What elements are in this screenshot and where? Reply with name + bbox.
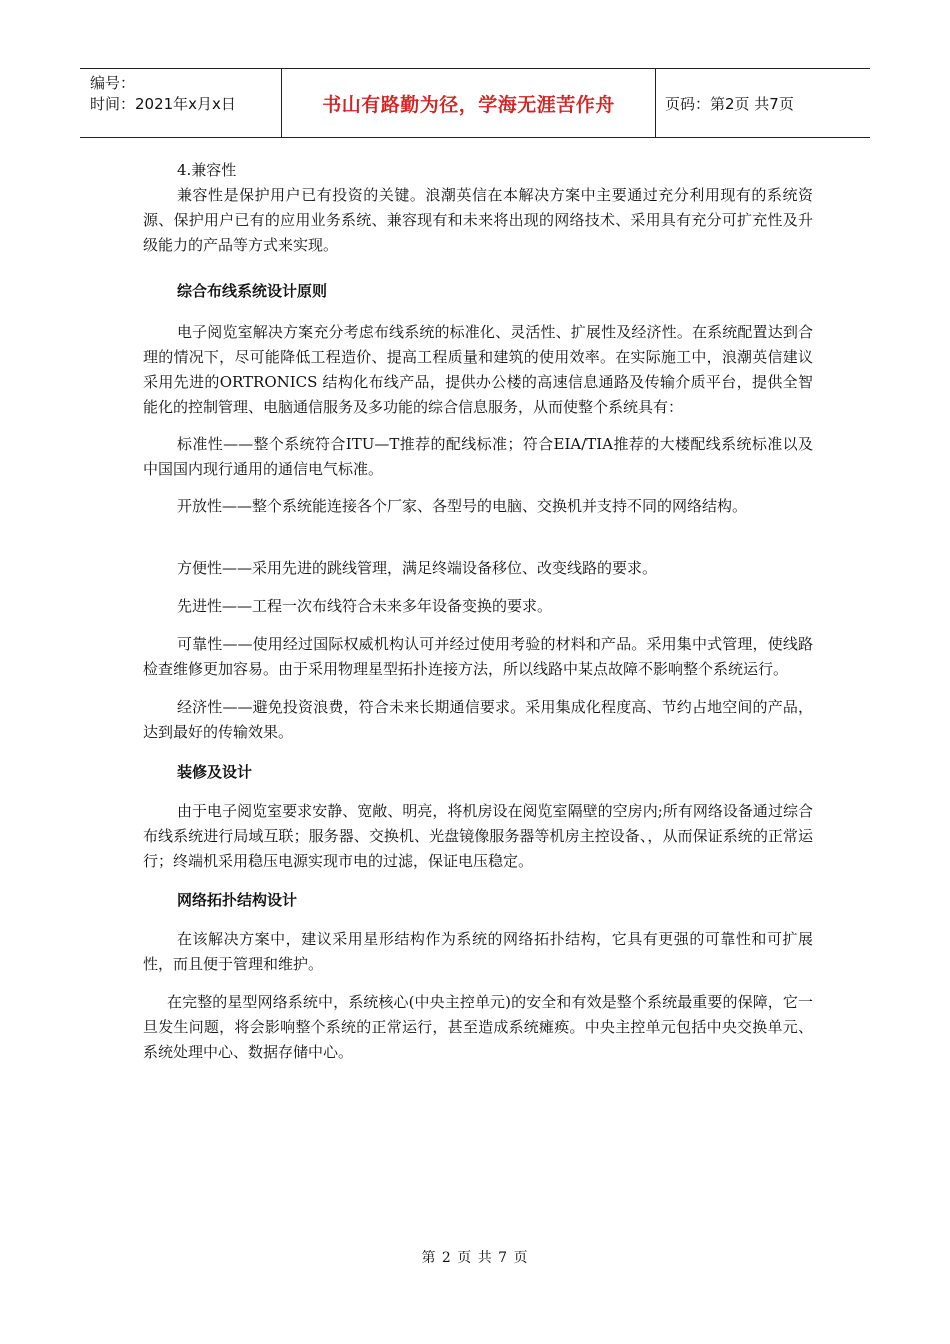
page-footer: 第 2 页 共 7 页	[421, 1250, 529, 1266]
paragraph: 由于电子阅览室要求安静、宽敞、明亮，将机房设在阅览室隔壁的空房内;所有网络设备通过综合布线系统进行局域互联；服务器、交换机、光盘镜像服务器等机房主控设备、，从而保证系统的正常运行；终端机采用稳压电源实现市电的过滤，保证电压稳定。	[143, 802, 813, 870]
paragraph: 可靠性——使用经过国际权威机构认可并经过使用考验的材料和产品。采用集中式管理，使线路检查维修更加容易。由于采用物理星型拓扑连接方法，所以线路中某点故障不影响整个系统运行。	[143, 635, 813, 678]
section-heading-cabling: 综合布线系统设计原则	[177, 282, 328, 300]
paragraph: 先进性——工程一次布线符合未来多年设备变换的要求。	[177, 597, 553, 615]
header-meta	[80, 69, 280, 137]
header-motto: 书山有路勤为径，学海无涯苦作舟	[322, 93, 615, 116]
section-title-compatibility: 4.兼容性	[177, 161, 237, 179]
header-date-label: 时间：2021年x月x日	[90, 95, 236, 113]
paragraph: 开放性——整个系统能连接各个厂家、各型号的电脑、交换机并支持不同的网络结构。	[177, 497, 748, 515]
paragraph: 标准性——整个系统符合ITU—T推荐的配线标准；符合EIA/TIA推荐的大楼配线系统标准以及中国国内现行通用的通信电气标准。	[143, 435, 813, 478]
paragraph: 兼容性是保护用户已有投资的关键。浪潮英信在本解决方案中主要通过充分利用现有的系统资源、保护用户已有的应用业务系统、兼容现有和未来将出现的网络技术、采用具有充分可扩充性及升级能力的产品等方式来实现。	[143, 186, 813, 254]
paragraph: 在该解决方案中，建议采用星形结构作为系统的网络拓扑结构，它具有更强的可靠性和可扩展性，而且便于管理和维护。	[143, 930, 813, 973]
paragraph: 在完整的星型网络系统中，系统核心(中央主控单元)的安全和有效是整个系统最重要的保障，它一旦发生问题，将会影响整个系统的正常运行，甚至造成系统瘫痪。中央主控单元包括中央交换单元、系统处理中心、数据存储中心。	[143, 993, 813, 1061]
header-divider	[655, 69, 656, 137]
paragraph: 方便性——采用先进的跳线管理，满足终端设备移位、改变线路的要求。	[177, 559, 658, 577]
header-number-label: 编号：	[90, 74, 136, 92]
paragraph: 经济性——避免投资浪费，符合未来长期通信要求。采用集成化程度高、节约占地空间的产品，达到最好的传输效果。	[143, 698, 813, 741]
document-body	[143, 158, 813, 1065]
paragraph: 电子阅览室解决方案充分考虑布线系统的标准化、灵活性、扩展性及经济性。在系统配置达到合理的情况下，尽可能降低工程造价、提高工程质量和建筑的使用效率。在实际施工中，浪潮英信建议采用先进的ORTRONICS 结构化布线产品，提供办公楼的高速信息通路及传输介质平台，提供全智能化的控制管理、电脑通信服务及多功能的综合信息服务，从而使整个系统具有：	[143, 323, 813, 416]
section-heading-decoration: 装修及设计	[177, 763, 253, 781]
page-header	[80, 68, 870, 138]
section-heading-topology: 网络拓扑结构设计	[177, 891, 298, 909]
header-page-info: 页码：第2页 共7页	[665, 94, 794, 113]
